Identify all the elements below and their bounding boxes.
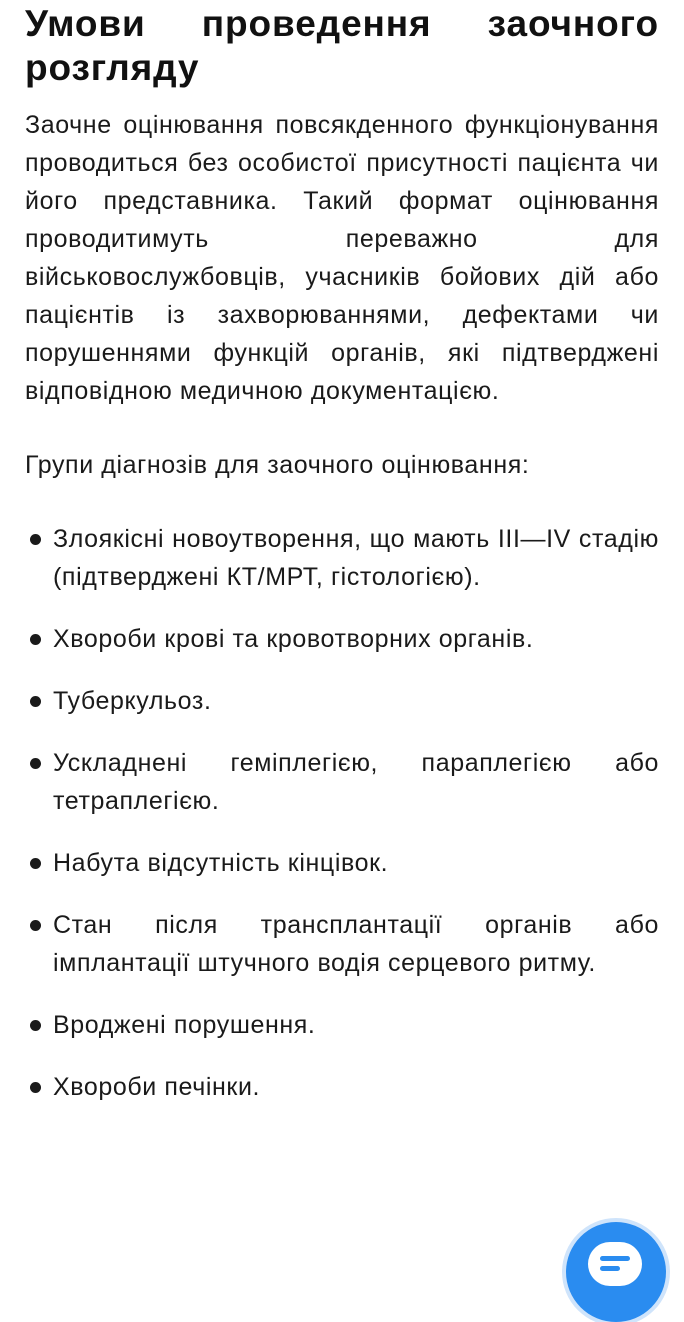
list-item bbox=[25, 620, 659, 658]
article-section bbox=[25, 0, 659, 1130]
section-paragraph: Заочне оцінювання повсякденного функціонування проводиться без особистої присутності пацієнта чи його представника. Такий формат оцінювання проводитимуть переважно для військовослужбовців, учасників бойових дій або пацієнтів із захворюваннями, дефектами чи порушеннями функцій органів, які підтверджені відповідною медичною документацією. bbox=[25, 111, 659, 405]
bullet-icon bbox=[30, 858, 41, 869]
list-item-text: Набута відсутність кінцівок. bbox=[53, 849, 389, 877]
list-item bbox=[25, 844, 659, 882]
list-item-text: Стан після трансплантації органів або імплантації штучного водія серцевого ритму. bbox=[53, 911, 659, 977]
list-item bbox=[25, 1006, 659, 1044]
list-item-text: Хвороби печінки. bbox=[53, 1073, 261, 1101]
chat-bubble-icon bbox=[588, 1242, 642, 1286]
bullet-icon bbox=[30, 758, 41, 769]
bullet-icon bbox=[30, 1020, 41, 1031]
bullet-icon bbox=[30, 534, 41, 545]
list-item-text: Вроджені порушення. bbox=[53, 1011, 316, 1039]
diagnosis-list bbox=[25, 520, 659, 1106]
list-item bbox=[25, 1068, 659, 1106]
list-item-text: Хвороби крові та кровотворних органів. bbox=[53, 625, 534, 653]
list-item bbox=[25, 520, 659, 596]
chat-line bbox=[600, 1256, 630, 1261]
bullet-icon bbox=[30, 920, 41, 931]
chat-button[interactable] bbox=[566, 1222, 666, 1322]
list-item bbox=[25, 682, 659, 720]
bullet-icon bbox=[30, 634, 41, 645]
list-item-text: Туберкульоз. bbox=[53, 687, 212, 715]
list-item-text: Злоякісні новоутворення, що мають ІІІ—IV стадію (підтверджені КТ/МРТ, гістологією). bbox=[53, 525, 659, 591]
list-item bbox=[25, 744, 659, 820]
section-title: Умови проведення заочного розгляду bbox=[25, 3, 659, 88]
diagnosis-groups-heading: Групи діагнозів для заочного оцінювання: bbox=[25, 451, 530, 479]
chat-line bbox=[600, 1266, 620, 1271]
bullet-icon bbox=[30, 1082, 41, 1093]
list-item-text: Ускладнені геміплегією, параплегією або тетраплегією. bbox=[53, 749, 659, 815]
bullet-icon bbox=[30, 696, 41, 707]
list-item bbox=[25, 906, 659, 982]
